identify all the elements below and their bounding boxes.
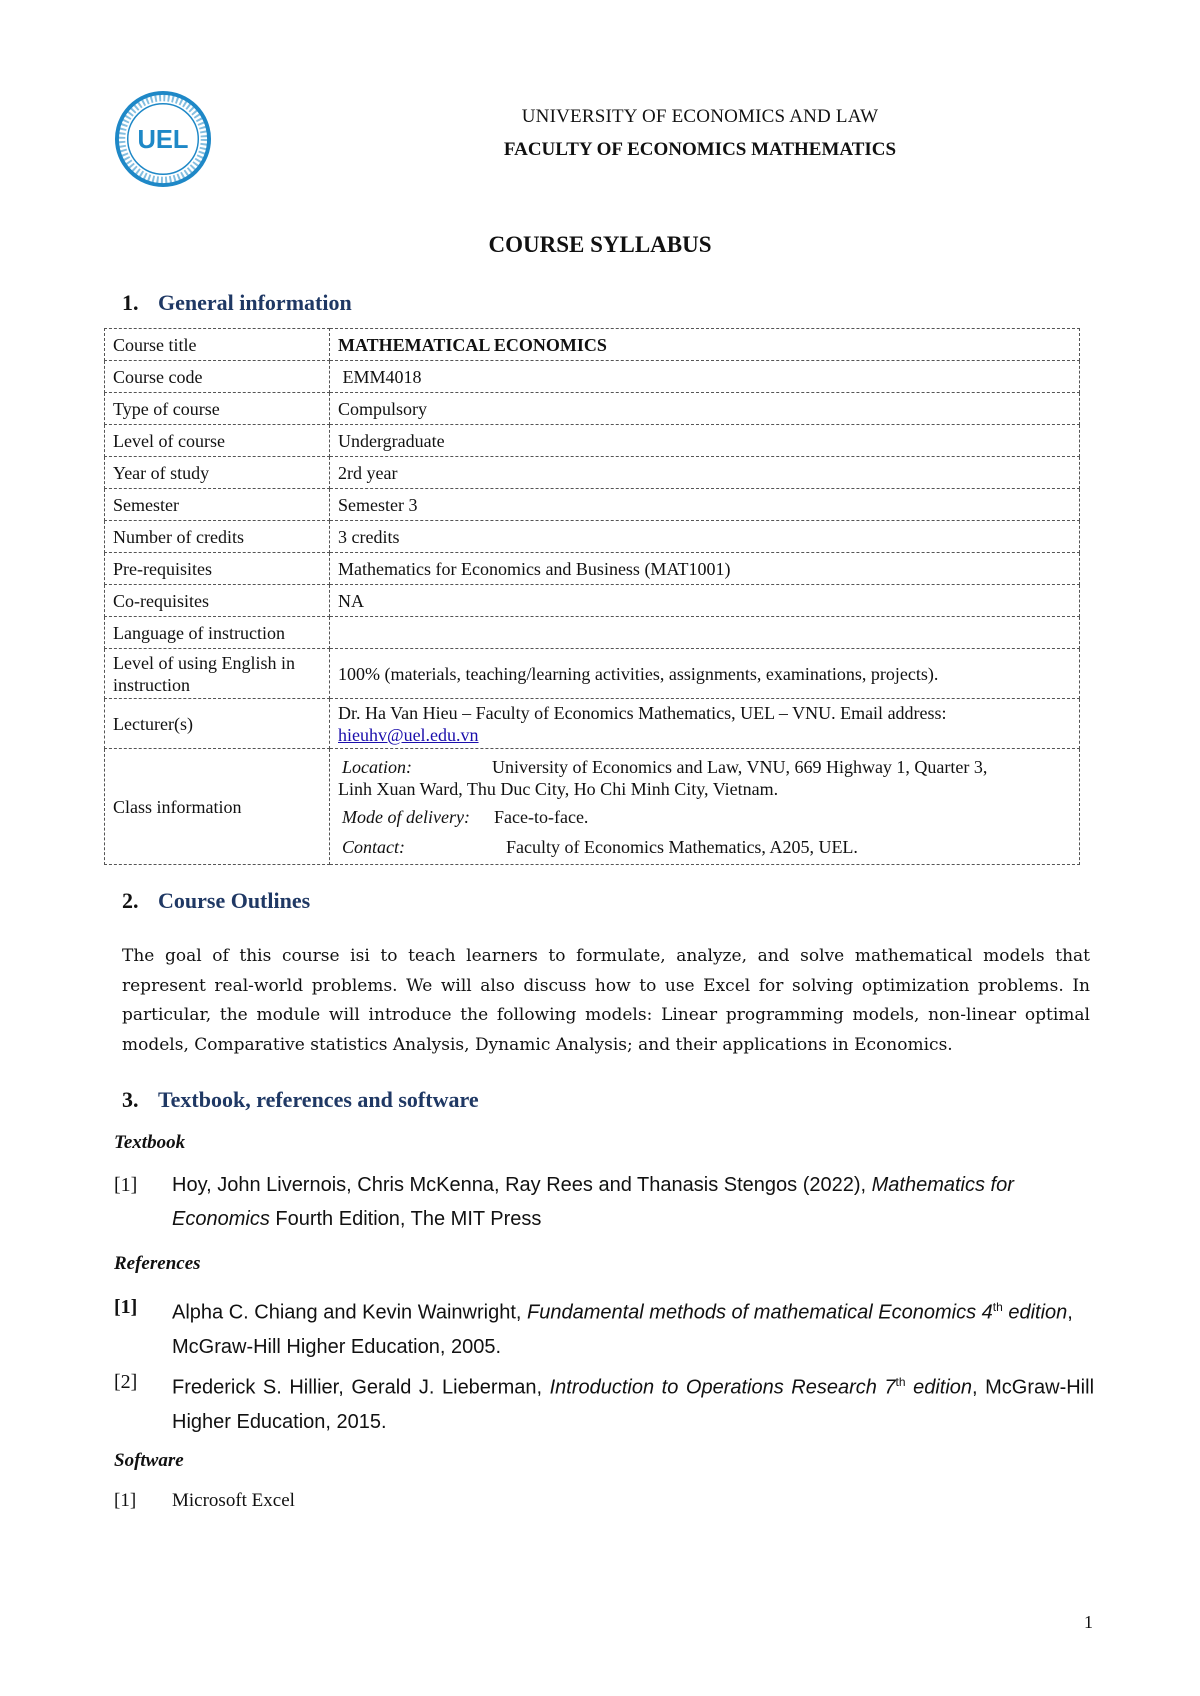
faculty-name: FACULTY OF ECONOMICS MATHEMATICS (503, 139, 897, 160)
row-value: EMM4018 (330, 361, 1080, 393)
mode-line (338, 806, 1071, 828)
textbook-heading: Textbook (114, 1132, 186, 1153)
table-row (105, 649, 1080, 699)
item-index: [1] (114, 1490, 137, 1511)
table-row (105, 393, 1080, 425)
row-label: Semester (105, 489, 330, 521)
row-label: Level of course (105, 425, 330, 457)
reference-item: [1] Alpha C. Chiang and Kevin Wainwright, Fundamental methods of mathematical Economics 4th edition, McGraw-Hill Higher Education, 2005. (114, 1290, 1094, 1364)
table-row (105, 521, 1080, 553)
row-value: Mathematics for Economics and Business (MAT1001) (330, 553, 1080, 585)
logo-text: UEL (137, 125, 189, 154)
row-label: Type of course (105, 393, 330, 425)
section-textbook-references: 3. Textbook, references and software (122, 1087, 479, 1112)
row-value: Undergraduate (330, 425, 1080, 457)
location-continued: Linh Xuan Ward, Thu Duc City, Ho Chi Minh City, Vietnam. (338, 778, 779, 799)
item-index: [1] (114, 1296, 138, 1318)
row-label: Number of credits (105, 521, 330, 553)
software-heading: Software (114, 1450, 184, 1471)
lecturer-text: Dr. Ha Van Hieu – Faculty of Economics Mathematics, UEL – VNU. Email address: (338, 702, 947, 723)
course-outline-paragraph: The goal of this course isi to teach learners to formulate, analyze, and solve mathematical models that represent real-world problems. We will also discuss how to use Excel for solving optimization problems. In particular, the module will introduce the following models: Linear programming models, non-linear optimal models, Comparative statistics Analysis, Dynamic Analysis; and their applications in Economics. (122, 946, 1090, 1055)
software-item: [1] Microsoft Excel (114, 1484, 1094, 1518)
table-row (105, 425, 1080, 457)
section-course-outlines: 2. Course Outlines (122, 888, 311, 913)
row-value: Compulsory (330, 393, 1080, 425)
table-row (105, 617, 1080, 649)
table-row (105, 585, 1080, 617)
page-title: COURSE SYLLABUS (488, 232, 712, 257)
table-row (105, 749, 1080, 865)
item-index: [1] (114, 1174, 138, 1196)
table-row (105, 553, 1080, 585)
textbook-item: [1] Hoy, John Livernois, Chris McKenna, Ray Rees and Thanasis Stengos (2022), Mathematics for Economics Fourth Edition, The MIT Press (114, 1168, 1094, 1236)
row-value: Semester 3 (330, 489, 1080, 521)
table-row (105, 361, 1080, 393)
row-label: Pre-requisites (105, 553, 330, 585)
location-line (338, 756, 1071, 778)
row-label: Year of study (105, 457, 330, 489)
row-label: Co-requisites (105, 585, 330, 617)
row-value: 3 credits (330, 521, 1080, 553)
row-label: Level of using English in instruction (105, 649, 330, 699)
page-number: 1 (1084, 1612, 1093, 1632)
section-general-information: 1. General information (122, 290, 352, 315)
mode-key: Mode of delivery: (342, 806, 470, 827)
table-row (105, 457, 1080, 489)
row-value: 100% (materials, teaching/learning activities, assignments, examinations, projects). (330, 649, 1080, 699)
reference-item: [2] Frederick S. Hillier, Gerald J. Lieberman, Introduction to Operations Research 7th edition, McGraw-Hill Higher Education, 2015. (114, 1365, 1094, 1439)
class-info-value (330, 749, 1080, 865)
row-label: Lecturer(s) (105, 699, 330, 749)
row-label: Course title (105, 329, 330, 361)
row-value (330, 617, 1080, 649)
row-value: MATHEMATICAL ECONOMICS (330, 329, 1080, 361)
location-key: Location: (342, 756, 412, 777)
mode-value: Face-to-face. (494, 806, 589, 827)
general-info-table (104, 328, 1080, 865)
university-logo (114, 90, 212, 188)
contact-line (338, 836, 1071, 858)
lecturer-value (330, 699, 1080, 749)
references-heading: References (114, 1253, 201, 1274)
table-row (105, 699, 1080, 749)
item-index: [2] (114, 1371, 138, 1393)
table-row (105, 329, 1080, 361)
contact-key: Contact: (342, 836, 405, 857)
row-value: 2rd year (330, 457, 1080, 489)
row-label: Class information (105, 749, 330, 865)
row-label: Language of instruction (105, 617, 330, 649)
contact-value: Faculty of Economics Mathematics, A205, UEL. (506, 836, 858, 857)
university-name: UNIVERSITY OF ECONOMICS AND LAW (521, 106, 879, 127)
row-label: Course code (105, 361, 330, 393)
row-value: NA (330, 585, 1080, 617)
table-row (105, 489, 1080, 521)
lecturer-email-link[interactable]: hieuhv@uel.edu.vn (338, 724, 479, 745)
location-value: University of Economics and Law, VNU, 669 Highway 1, Quarter 3, (492, 756, 988, 777)
